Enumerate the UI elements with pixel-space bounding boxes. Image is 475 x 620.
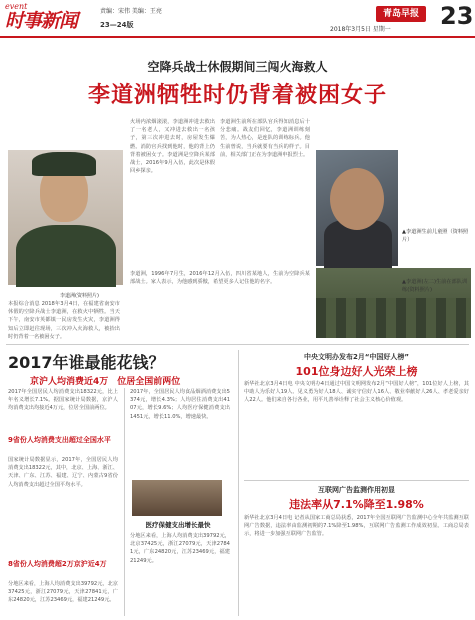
story2-col-e bbox=[130, 532, 230, 616]
story2-col-d-text: 2017年，全国居民人均食品烟酒消费支出5374元，增长4.3%；人均居住消费支出4107元，增长9.6%；人均医疗保健消费支出1451元，增长11.0%，增速最快。 bbox=[130, 389, 230, 420]
logo-text: 时事新闻 bbox=[5, 10, 78, 32]
page-number: 23 bbox=[440, 2, 474, 30]
kid-photo-caption: ▲李道洲生前儿童照（资料照片） bbox=[402, 229, 469, 243]
story3-body bbox=[244, 380, 469, 478]
kid-face-shape bbox=[330, 168, 384, 230]
troops-photo-caption: ▲李道洲(左二)生前在部队训练(资料照片) bbox=[402, 279, 468, 293]
story1-col4-text: 李道洲，1996年7月生，2016年12月入伍，四川省某地人，生前为空降兵某部战士。家人表示，为他感到骄傲，希望更多人记住他的名字。 bbox=[130, 271, 310, 286]
story4-body-text: 新华社北京3月4日电 记者从国家工商总局获悉，2017年全国互联网广告监测中心全年共监测互联网广告数据，违法率由监测初期的7.1%降至1.98%，互联网广告监测工作成效初显。工商总局表示，将进一步加强互联网广告监管。 bbox=[244, 515, 469, 538]
story4-body bbox=[244, 514, 469, 616]
editor-credit: 责编：宋伟 美编：王亮 bbox=[100, 8, 162, 15]
story2-col-b-text: 国家统计局数据显示，2017年，全国居民人均消费支出18322元，其中，北京、上海、浙江、天津、广东、江苏、福建、辽宁、内蒙古9省份人均消费支出超过全国平均水平。 bbox=[8, 457, 118, 488]
logo-small-text: event bbox=[5, 2, 28, 11]
story1-col2-text: 火场内浓烟滚滚，李道洲冲进去救出了一名老人，又冲进去救出一名孩子，第三次冲进去时，房屋发生爆燃。消防官兵找到他时，他的背上仍背着被困女子。李道洲是空降兵某部战士，2016年9月入伍，此次是休假回乡探亲。 bbox=[130, 119, 215, 175]
story2-subhead-b: 8省份人均消费超2万京沪近4万 bbox=[8, 560, 107, 568]
story4-headline: 违法率从7.1%降至1.98% bbox=[289, 498, 424, 511]
story2-col-b bbox=[8, 456, 118, 556]
story2-subhead-a: 9省份人均消费支出超过全国水平 bbox=[8, 436, 111, 444]
story2-col-e-text: 分地区来看，上海人均消费支出39792元，北京37425元，浙江27079元，天津27841元，广东24820元，江苏23469元，福建21249元。 bbox=[130, 533, 230, 564]
story2-subheadline: 京沪人均消费近4万 位居全国前两位 bbox=[30, 377, 181, 387]
section-pages: 23—24版 bbox=[100, 21, 134, 29]
story1-subhead: 空降兵战士休假期间三闯火海救人 bbox=[147, 60, 328, 74]
story2-headline: 2017年谁最能花钱？ bbox=[8, 353, 165, 372]
story2-col-a-text: 2017年全国居民人均消费支出18322元，比上年名义增长7.1%。据国家统计局数据，京沪人均消费支出均接近4万元，位居全国前两位。 bbox=[8, 389, 118, 412]
story1-col1 bbox=[8, 300, 120, 340]
story1-col4 bbox=[130, 270, 310, 340]
story1-col3-text: 李道洲生前所在部队官兵得知消息后十分悲痛。战友们回忆，李道洲训练刻苦，为人热心，是连队的训练标兵。他生前曾说，当兵就要有当兵的样子。目前，相关部门正在为李道洲申报烈士。 bbox=[220, 119, 310, 158]
masthead-rule bbox=[0, 36, 475, 38]
story2-col-d bbox=[130, 388, 230, 474]
story3-headline: 101位身边好人光荣上榜 bbox=[295, 365, 418, 378]
story2-col-c bbox=[8, 580, 118, 616]
issue-date: 2018年3月5日 星期一 bbox=[330, 26, 391, 33]
story-divider bbox=[244, 480, 469, 481]
cap-shape bbox=[32, 152, 96, 176]
story4-subhead: 互联网广告监测作用初显 bbox=[318, 486, 395, 494]
story1-headline: 李道洲牺牲时仍背着被困女子 bbox=[87, 83, 387, 108]
story2-col-c-text: 分地区来看，上海人均消费支出39792元，北京37425元，浙江27079元，天津27841元，广东24820元，江苏23469元，福建21249元。 bbox=[8, 581, 118, 604]
story2-col-a bbox=[8, 388, 118, 434]
column-rule-2 bbox=[238, 350, 239, 616]
portrait-photo bbox=[8, 150, 123, 285]
story3-subhead: 中央文明办发布2月“中国好人榜” bbox=[303, 353, 410, 361]
portrait-caption: 李道洲(资料照片) bbox=[60, 293, 99, 299]
section-divider bbox=[6, 344, 469, 345]
story3-body-text: 新华社北京3月4日电 中央文明办4日通过中国文明网发布2月“中国好人榜”，101位好人上榜，其中助人为乐好人19人、见义勇为好人18人、诚实守信好人16人、敬业奉献好人26人、孝老爱亲好人22人。他们来自各行各业，用平凡善举诠释了社会主义核心价值观。 bbox=[244, 381, 469, 404]
story1-col1-text: 本报综合消息 2018年3月4日，在福建省南安市休假的空降兵战士李道洲，在救火中牺牲。当天下午，南安市英都镇一民房发生火灾，李道洲得知后立即赶往现场，三次冲入火海救人，被抬出时仍背着一名被困女子。 bbox=[8, 301, 120, 340]
inset-caption: 医疗保健支出增长最快 bbox=[145, 521, 211, 529]
masthead-logo bbox=[3, 2, 95, 32]
masthead bbox=[0, 0, 475, 38]
uniform-shape bbox=[16, 225, 116, 287]
troops-figures bbox=[316, 298, 471, 338]
paper-logo: 青岛早报 bbox=[376, 6, 426, 22]
column-rule bbox=[124, 388, 125, 616]
kid-photo bbox=[316, 150, 398, 266]
inset-photo bbox=[132, 480, 222, 516]
